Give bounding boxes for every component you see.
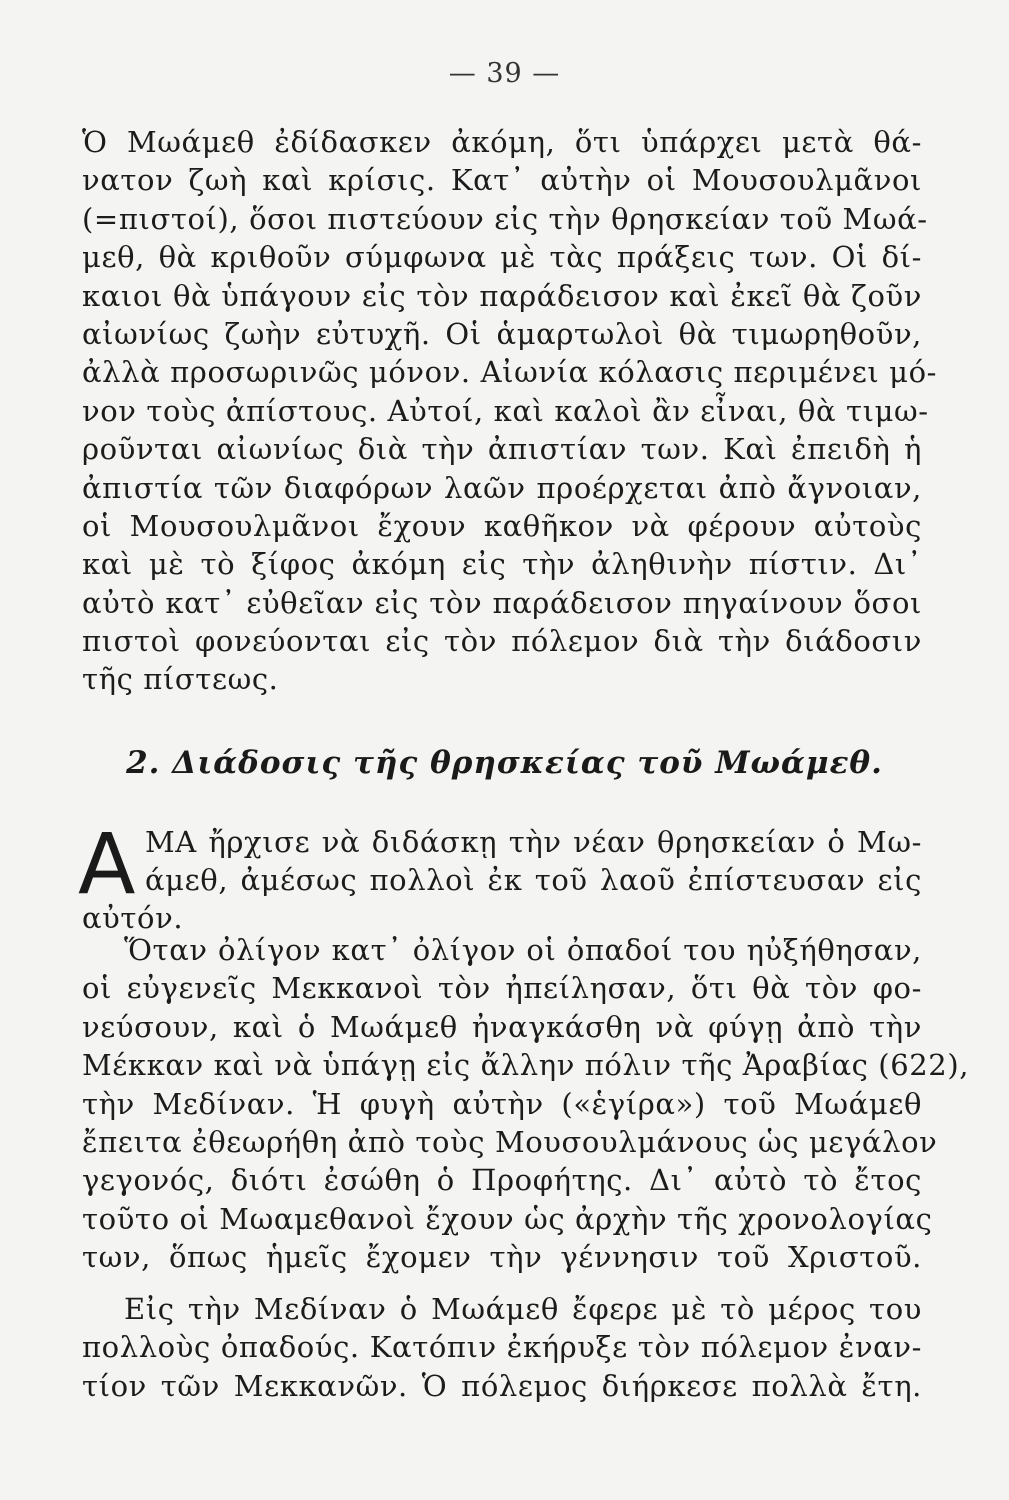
- page-number: — 39 —: [448, 58, 561, 89]
- text-line: πιστοὶ φονεύονται εἰς τὸν πόλεμον διὰ τὴν διάδοσιν: [82, 624, 922, 659]
- text-line: αἰωνίως ζωὴν εὐτυχῆ. Οἱ ἁμαρτωλοὶ θὰ τιμωρηθοῦν,: [82, 316, 922, 351]
- text-line: άμεθ, ἀμέσως πολλοὶ ἐκ τοῦ λαοῦ ἐπίστευσαν εἰς: [145, 863, 922, 898]
- text-line: τοῦτο οἱ Μωαμεθανοὶ ἔχουν ὡς ἀρχὴν τῆς χρονολογίας: [82, 1201, 933, 1236]
- text-line: τῆς πίστεως.: [82, 662, 279, 697]
- text-line: οἱ Μουσουλμᾶνοι ἔχουν καθῆκον νὰ φέρουν αὐτοὺς: [82, 508, 922, 543]
- text-line: ἀλλὰ προσωρινῶς μόνον. Αἰωνία κόλασις περιμένει μό-: [82, 355, 938, 390]
- text-line: καιοι θὰ ὑπάγουν εἰς τὸν παράδεισον καὶ ἐκεῖ θὰ ζοῦν: [82, 278, 922, 313]
- text-line: μεθ, θὰ κριθοῦν σύμφωνα μὲ τὰς πράξεις των. Οἱ δί-: [82, 240, 922, 275]
- text-line: νον τοὺς ἀπίστους. Αὐτοί, καὶ καλοὶ ἂν εἶναι, θὰ τιμω-: [82, 393, 929, 428]
- text-line: γεγονός, διότι ἐσώθη ὁ Προφήτης. Δι᾽ αὐτὸ τὸ ἔτος: [82, 1163, 922, 1198]
- paragraph-afterlife: [82, 123, 938, 699]
- text-line: ἔπειτα ἐθεωρήθη ἀπὸ τοὺς Μουσουλμάνους ὡς μεγάλον: [82, 1124, 938, 1159]
- paragraph-medina: [82, 1290, 922, 1405]
- paragraph-hegira: [82, 931, 970, 1277]
- text-line: (=πιστοί), ὅσοι πιστεύουν εἰς τὴν θρησκείαν τοῦ Μωά-: [82, 201, 928, 236]
- text-line: ἀπιστία τῶν διαφόρων λαῶν προέρχεται ἀπὸ ἄγνοιαν,: [82, 470, 922, 505]
- text-line: Εἰς τὴν Μεδίναν ὁ Μωάμεθ ἔφερε μὲ τὸ μέρος του: [124, 1292, 922, 1326]
- drop-cap: Α: [78, 815, 136, 913]
- text-line: αὐτὸ κατ᾽ εὐθεῖαν εἰς τὸν παράδεισον πηγαίνουν ὅσοι: [82, 585, 922, 620]
- text-line: τίον τῶν Μεκκανῶν. Ὁ πόλεμος διήρκεσε πολλὰ ἔτη.: [82, 1368, 922, 1403]
- text-line: νεύσουν, καὶ ὁ Μωάμεθ ἠναγκάσθη νὰ φύγῃ ἀπὸ τὴν: [82, 1009, 922, 1044]
- section-heading: 2. Διάδοσις τῆς θρησκείας τοῦ Μωάμεθ.: [126, 745, 883, 781]
- text-line: ροῦνται αἰωνίως διὰ τὴν ἀπιστίαν των. Καὶ ἐπειδὴ ἡ: [82, 432, 922, 467]
- text-line: ΜΑ ἤρχισε νὰ διδάσκῃ τὴν νέαν θρησκείαν ὁ Μω-: [145, 825, 922, 859]
- text-line: καὶ μὲ τὸ ξίφος ἀκόμη εἰς τὴν ἀληθινὴν πίστιν. Δι᾽: [82, 547, 922, 582]
- text-line: Ὅταν ὀλίγον κατ᾽ ὀλίγον οἱ ὀπαδοί του ηὐξήθησαν,: [124, 933, 922, 967]
- text-line: αὐτόν.: [82, 901, 184, 935]
- text-line: νατον ζωὴ καὶ κρίσις. Κατ᾽ αὐτὴν οἱ Μουσουλμᾶνοι: [82, 163, 922, 198]
- text-line: οἱ εὐγενεῖς Μεκκανοὶ τὸν ἠπείλησαν, ὅτι θὰ τὸν φο-: [82, 971, 922, 1006]
- text-line: Μέκκαν καὶ νὰ ὑπάγῃ εἰς ἄλλην πόλιν τῆς Ἀραβίας (622),: [82, 1048, 970, 1083]
- paragraph-spread-intro: [145, 823, 922, 900]
- text-line: Ὁ Μωάμεθ ἐδίδασκεν ἀκόμη, ὅτι ὑπάρχει μετὰ θά-: [82, 125, 922, 159]
- text-line: των, ὅπως ἡμεῖς ἔχομεν τὴν γέννησιν τοῦ Χριστοῦ.: [82, 1240, 922, 1275]
- text-line: πολλοὺς ὀπαδούς. Κατόπιν ἐκήρυξε τὸν πόλεμον ἐναν-: [82, 1330, 922, 1365]
- text-line: τὴν Μεδίναν. Ἡ φυγὴ αὐτὴν («ἑγίρα») τοῦ Μωάμεθ: [82, 1086, 922, 1121]
